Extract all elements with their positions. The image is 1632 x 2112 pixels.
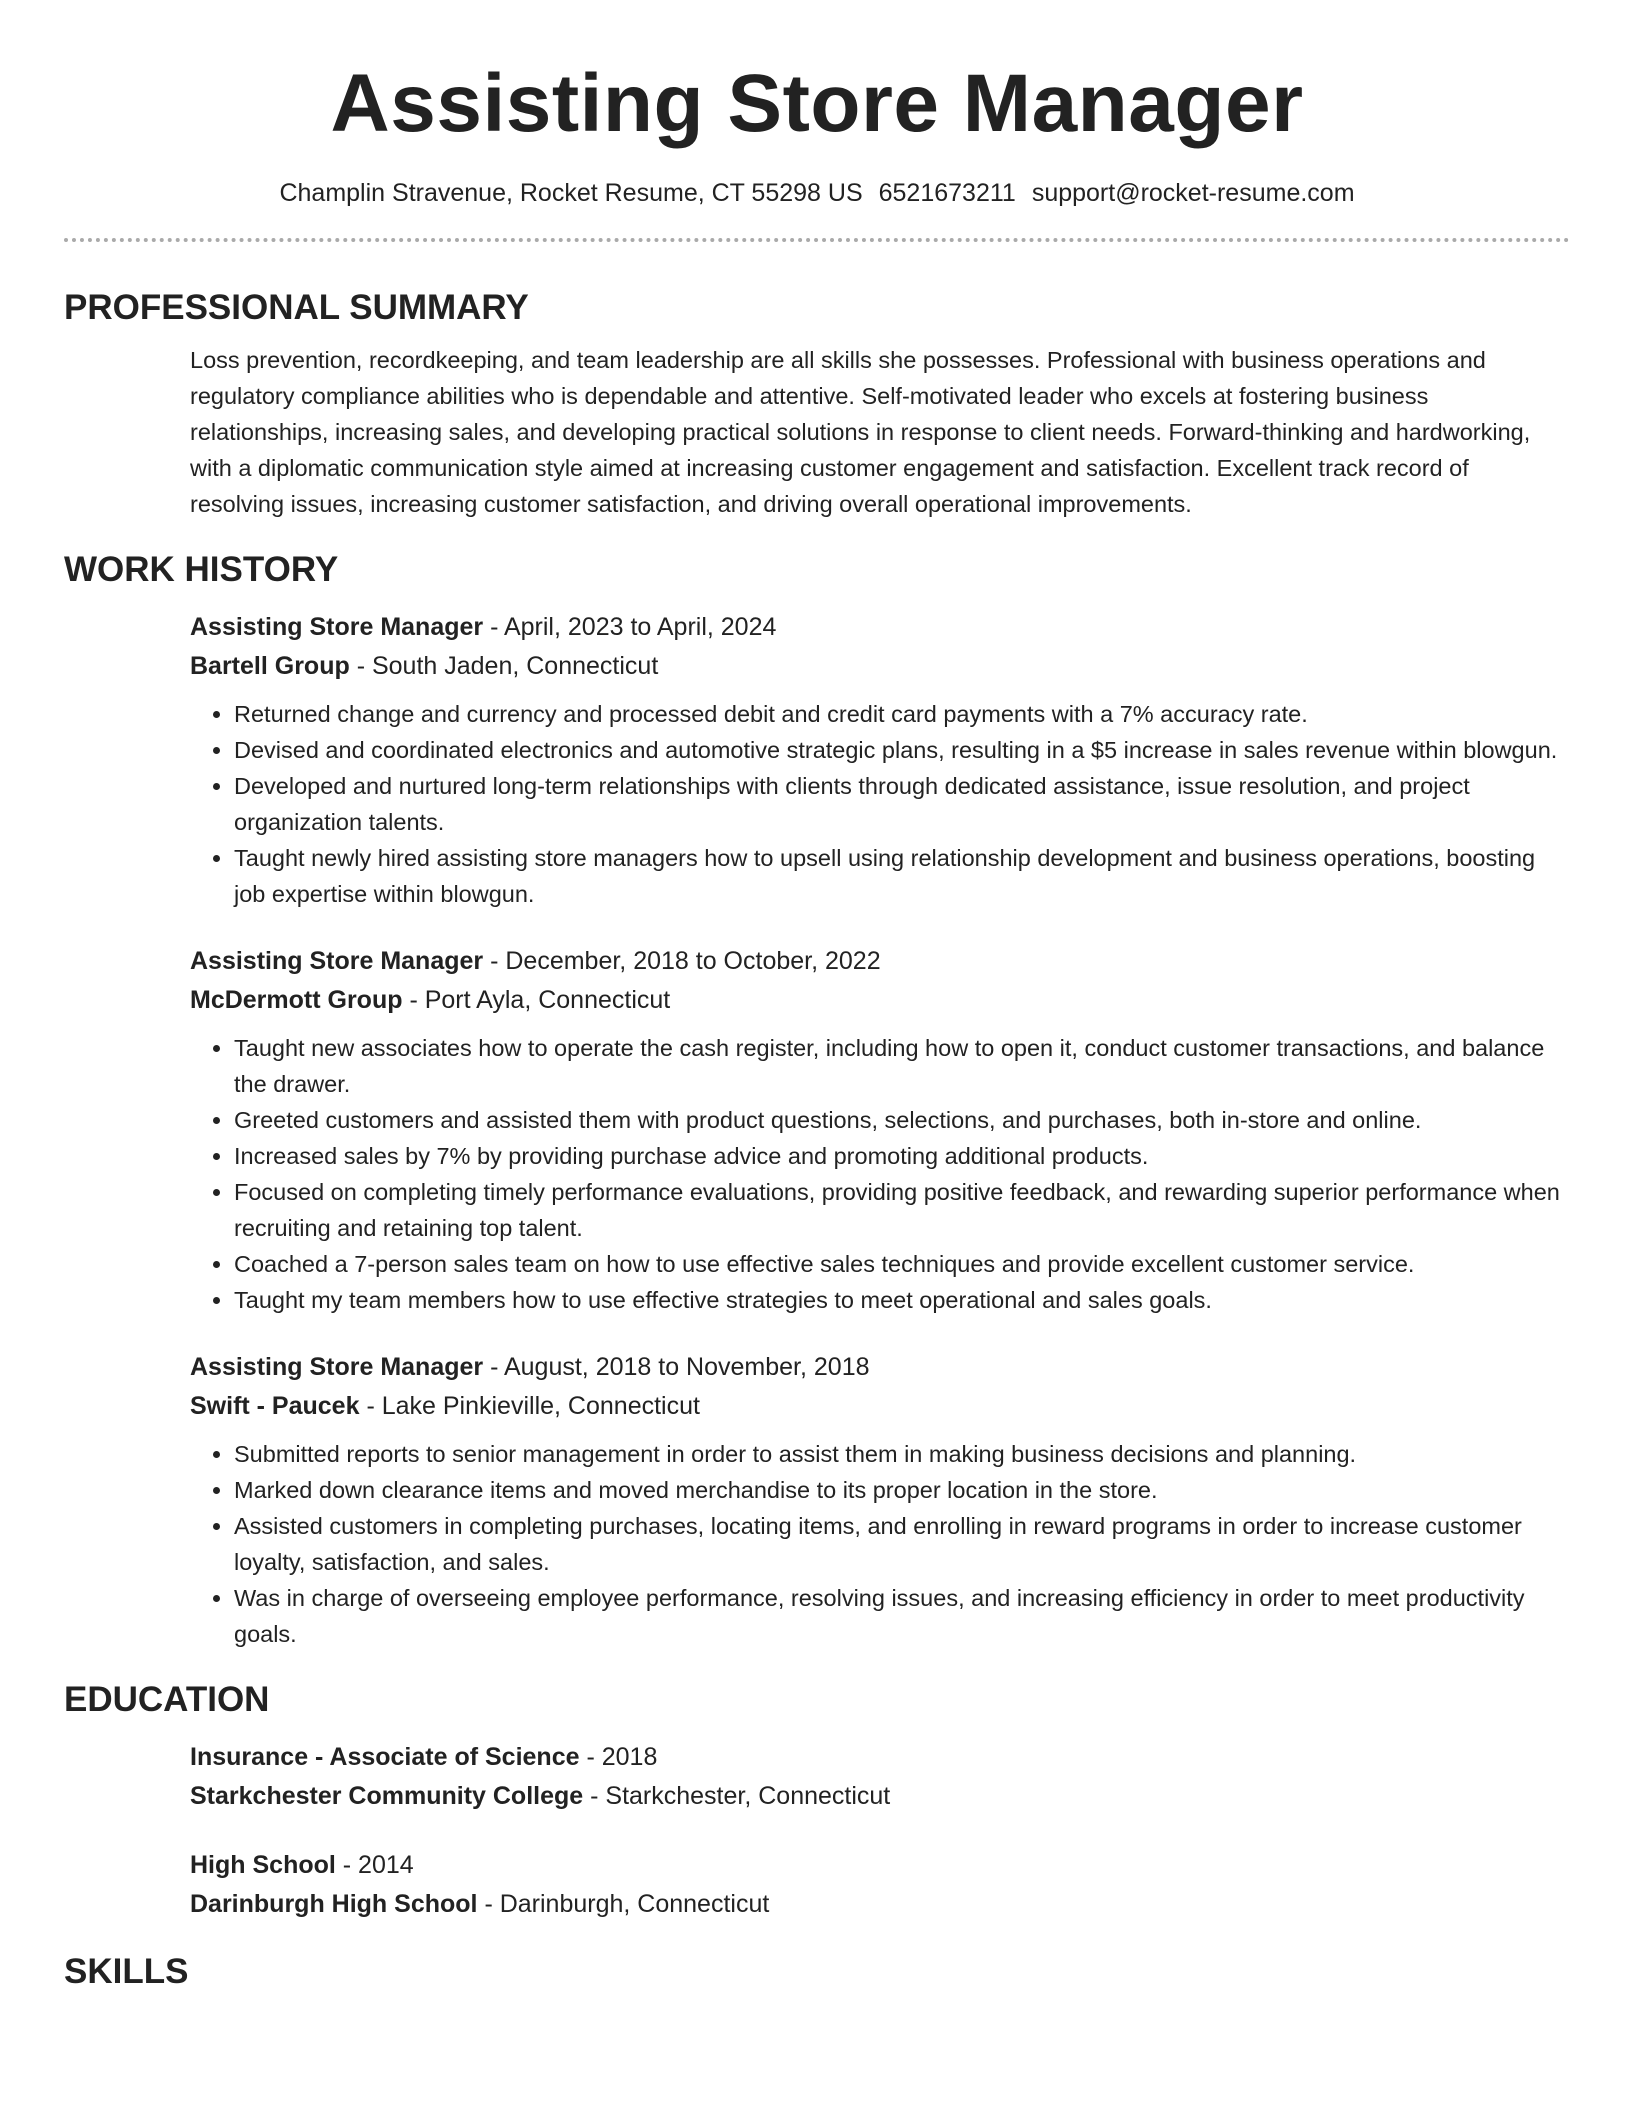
job-location: - Port Ayla, Connecticut	[402, 986, 671, 1014]
job-bullet: • Developed and nurtured long-term relationships with clients through dedicated assistance, issue resolution, and project organization talents.	[234, 768, 1560, 840]
job-bullets	[190, 1030, 1560, 1318]
job-bullet: • Coached a 7-person sales team on how to use effective sales techniques and provide excellent customer service.	[234, 1246, 1560, 1282]
summary-section	[64, 286, 1570, 522]
job-location: - Lake Pinkieville, Connecticut	[359, 1392, 700, 1420]
job-bullet: • Devised and coordinated electronics and automotive strategic plans, resulting in a $5 increase in sales revenue within blowgun.	[234, 732, 1560, 768]
resume-name: Assisting Store Manager	[330, 58, 1304, 149]
contact-address: Champlin Stravenue, Rocket Resume, CT 55298 US	[279, 179, 863, 207]
job-dates: - August, 2018 to November, 2018	[483, 1353, 870, 1381]
job-bullet: • Was in charge of overseeing employee performance, resolving issues, and increasing efficiency in order to meet productivity goals.	[234, 1580, 1560, 1652]
job-bullet: • Taught my team members how to use effective strategies to meet operational and sales goals.	[234, 1282, 1560, 1318]
job-location: - South Jaden, Connecticut	[349, 652, 659, 680]
job-company-line	[190, 647, 1560, 686]
job-entry	[190, 1348, 1560, 1652]
job-bullet: • Increased sales by 7% by providing purchase advice and promoting additional products.	[234, 1138, 1560, 1174]
job-role: Assisting Store Manager	[190, 1353, 484, 1381]
summary-title: PROFESSIONAL SUMMARY	[64, 288, 529, 327]
job-bullet: • Marked down clearance items and moved merchandise to its proper location in the store.	[234, 1472, 1560, 1508]
job-title-line	[190, 1348, 1560, 1387]
job-company-line	[190, 981, 1560, 1020]
job-role: Assisting Store Manager	[190, 947, 484, 975]
work-title: WORK HISTORY	[64, 550, 339, 589]
job-title-line	[190, 942, 1560, 981]
work-section	[64, 548, 1570, 1652]
job-bullet: • Assisted customers in completing purchases, locating items, and enrolling in reward programs in order to increase customer loyalty, satisfaction, and sales.	[234, 1508, 1560, 1580]
education-title: EDUCATION	[64, 1680, 270, 1719]
education-location: - Darinburgh, Connecticut	[477, 1890, 770, 1918]
job-bullet: • Taught new associates how to operate the cash register, including how to open it, conduct customer transactions, and balance the drawer.	[234, 1030, 1560, 1102]
resume-page	[64, 0, 1570, 1994]
job-bullets	[190, 1436, 1560, 1652]
job-bullet: • Focused on completing timely performance evaluations, providing positive feedback, and rewarding superior performance when recruiting and retaining top talent.	[234, 1174, 1560, 1246]
education-school-line	[190, 1885, 1560, 1924]
education-entry	[190, 1846, 1560, 1924]
job-company: Bartell Group	[190, 652, 350, 680]
contact-phone: 6521673211	[878, 179, 1016, 207]
education-location: - Starkchester, Connecticut	[583, 1782, 891, 1810]
job-bullet: • Returned change and currency and processed debit and credit card payments with a 7% accuracy rate.	[234, 696, 1560, 732]
education-entry	[190, 1738, 1560, 1816]
job-bullet: • Greeted customers and assisted them with product questions, selections, and purchases, both in-store and online.	[234, 1102, 1560, 1138]
job-entry	[190, 942, 1560, 1318]
education-school: Starkchester Community College	[190, 1782, 584, 1810]
job-role: Assisting Store Manager	[190, 613, 484, 641]
job-entry	[190, 608, 1560, 912]
education-degree: Insurance - Associate of Science	[190, 1743, 580, 1771]
summary-text: Loss prevention, recordkeeping, and team leadership are all skills she possesses. Professional with business operations and regulatory compliance abilities who is dependable and attentive. Self-motivated leader who excels at fostering business relationships, increasing sales, and developing practical solutions in response to client needs. Forward-thinking and hardworking, with a diplomatic communication style aimed at increasing customer engagement and satisfaction. Excellent track record of resolving issues, increasing customer satisfaction, and driving overall operational improvements.	[190, 347, 1531, 517]
education-degree-line	[190, 1738, 1560, 1777]
contact-email: support@rocket-resume.com	[1031, 179, 1355, 207]
education-section	[64, 1678, 1570, 1924]
skills-section	[64, 1950, 1570, 1994]
job-bullet: • Taught newly hired assisting store managers how to upsell using relationship development and business operations, boosting job expertise within blowgun.	[234, 840, 1560, 912]
job-title-line	[190, 608, 1560, 647]
job-dates: - December, 2018 to October, 2022	[483, 947, 881, 975]
education-school-line	[190, 1777, 1560, 1816]
education-school: Darinburgh High School	[190, 1890, 478, 1918]
job-company: Swift - Paucek	[190, 1392, 360, 1420]
contact-line	[64, 176, 1570, 210]
job-dates: - April, 2023 to April, 2024	[483, 613, 777, 641]
education-degree: High School	[190, 1851, 336, 1879]
education-year: - 2018	[579, 1743, 658, 1771]
job-bullet: • Submitted reports to senior management in order to assist them in making business decisions and planning.	[234, 1436, 1560, 1472]
header-divider	[64, 238, 1570, 242]
job-bullets	[190, 696, 1560, 912]
education-degree-line	[190, 1846, 1560, 1885]
education-year: - 2014	[335, 1851, 414, 1879]
skills-title: SKILLS	[64, 1952, 189, 1991]
job-company: McDermott Group	[190, 986, 403, 1014]
job-company-line	[190, 1387, 1560, 1426]
